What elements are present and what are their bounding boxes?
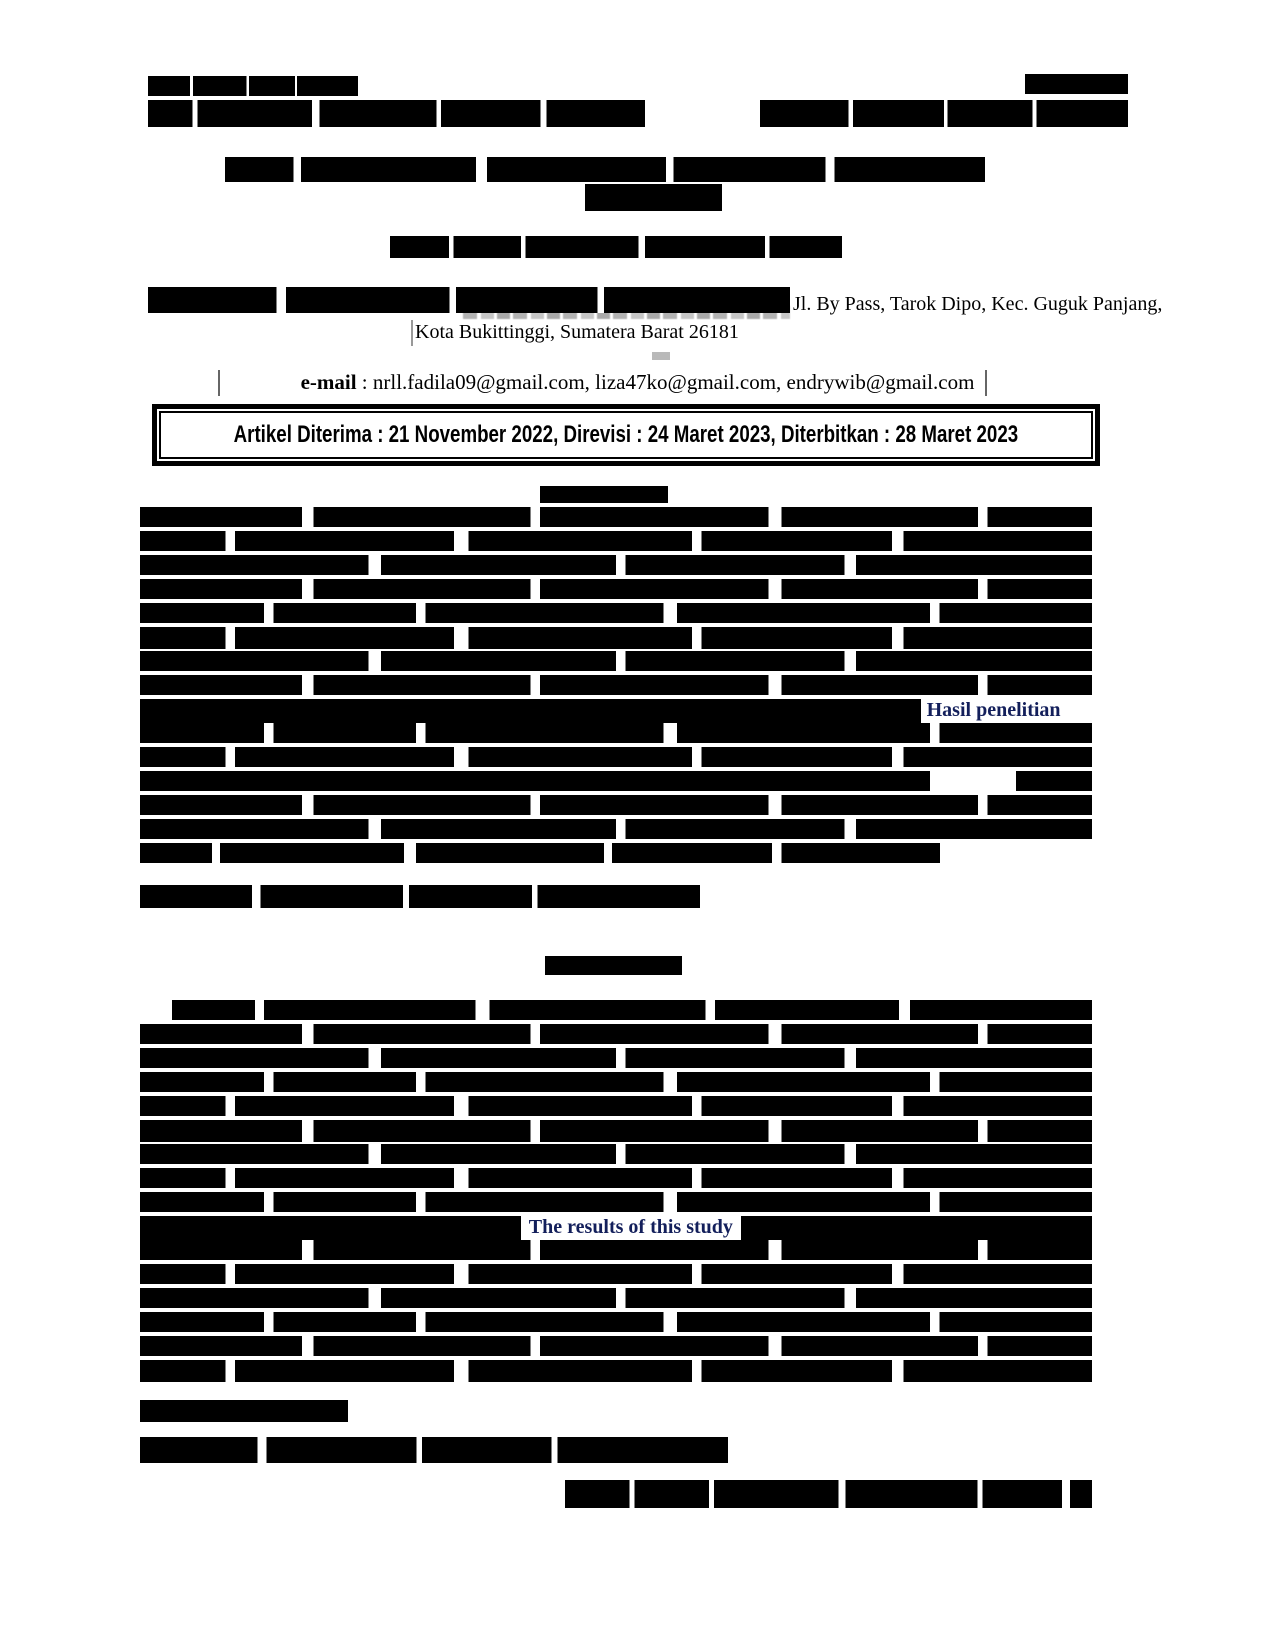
- redacted-text-line: [140, 1360, 1092, 1382]
- redacted-text-line: [140, 795, 1092, 815]
- redaction-segment: [741, 1216, 1092, 1240]
- redacted-text-line: [172, 1000, 1092, 1020]
- redacted-text-line-with-visible-phrase: [140, 1216, 1092, 1240]
- redaction-segment: [140, 699, 921, 723]
- redacted-text-line: [140, 747, 1092, 767]
- footer-citation-redacted: [565, 1480, 1062, 1508]
- redacted-text-line: [140, 843, 940, 863]
- redacted-text-line: [140, 1168, 1092, 1188]
- redacted-text-line: [140, 555, 1092, 575]
- journal-issue-redacted: [1025, 74, 1128, 94]
- redacted-text-line: [140, 723, 1092, 743]
- redacted-text-line: [140, 819, 1092, 839]
- abstract-heading-redacted: [545, 956, 682, 975]
- redacted-text-line: [140, 1336, 1092, 1356]
- affiliation-address: Jl. By Pass, Tarok Dipo, Kec. Guguk Panjang,: [793, 293, 1163, 315]
- article-title-line2-redacted: [585, 184, 722, 211]
- redacted-text-line: [140, 1312, 1092, 1332]
- redacted-text-line: [140, 1144, 1092, 1164]
- redaction-segment: [140, 1216, 521, 1240]
- gap: [930, 771, 1016, 791]
- authors-redacted: [390, 236, 842, 258]
- article-dates-text: Artikel Diterima : 21 November 2022, Direvisi : 24 Maret 2023, Diterbitkan : 28 Maret 2023: [233, 421, 1019, 448]
- affiliation-redacted: [148, 287, 790, 313]
- gap: [521, 1216, 529, 1240]
- article-dates-box: [152, 404, 1100, 466]
- redacted-text-line: [140, 771, 1092, 791]
- footer-page-number-redacted: [1070, 1480, 1092, 1508]
- license-line-redacted: [140, 1437, 728, 1463]
- scan-artifact: [985, 370, 987, 396]
- redacted-text-line: [140, 651, 1092, 671]
- redaction-segment: [1016, 771, 1092, 791]
- gap: [733, 1216, 741, 1240]
- journal-header-right-redacted: [760, 100, 1128, 127]
- email-addresses: : nrll.fadila09@gmail.com, liza47ko@gmail.com, endrywib@gmail.com: [356, 370, 975, 394]
- redacted-text-line: [140, 579, 1092, 599]
- redacted-text-line: [140, 603, 1092, 623]
- redacted-text-line: [140, 1024, 1092, 1044]
- abstract-en-paragraph: [140, 1000, 1092, 1386]
- article-title-line1-redacted: [225, 157, 985, 182]
- scan-artifact: [411, 320, 413, 346]
- journal-header-left-redacted: [148, 100, 645, 127]
- email-label: e-mail: [300, 370, 357, 394]
- redacted-text-line: [140, 1048, 1092, 1068]
- redacted-text-line: [140, 627, 1092, 649]
- email-line: [0, 369, 1275, 395]
- redaction-segment: [140, 771, 930, 791]
- redacted-text-line-with-visible-phrase: [140, 699, 1092, 723]
- abstract-id-paragraph: [140, 507, 1092, 867]
- affiliation-city: Kota Bukittinggi, Sumatera Barat 26181: [415, 321, 739, 343]
- redacted-text-line: [140, 1264, 1092, 1284]
- abstrak-heading-redacted: [540, 486, 668, 503]
- redacted-text-line: [140, 1192, 1092, 1212]
- redacted-text-line: [140, 1120, 1092, 1142]
- redacted-text-line: [140, 531, 1092, 551]
- visible-phrase-results-of-study: The results of this study: [528, 1216, 733, 1238]
- redacted-text-line: [140, 1072, 1092, 1092]
- redacted-text-line: [140, 1288, 1092, 1308]
- keywords-redacted: [140, 1400, 348, 1422]
- redacted-text-line: [140, 1096, 1092, 1116]
- smudge-mark: [652, 352, 670, 360]
- visible-phrase-hasil-penelitian: Hasil penelitian: [926, 699, 1061, 721]
- redacted-text-line: [140, 1240, 1092, 1260]
- journal-name-redacted: [148, 76, 358, 96]
- redacted-text-line: [140, 507, 1092, 527]
- kata-kunci-redacted: [140, 885, 700, 908]
- redacted-text-line: [140, 675, 1092, 695]
